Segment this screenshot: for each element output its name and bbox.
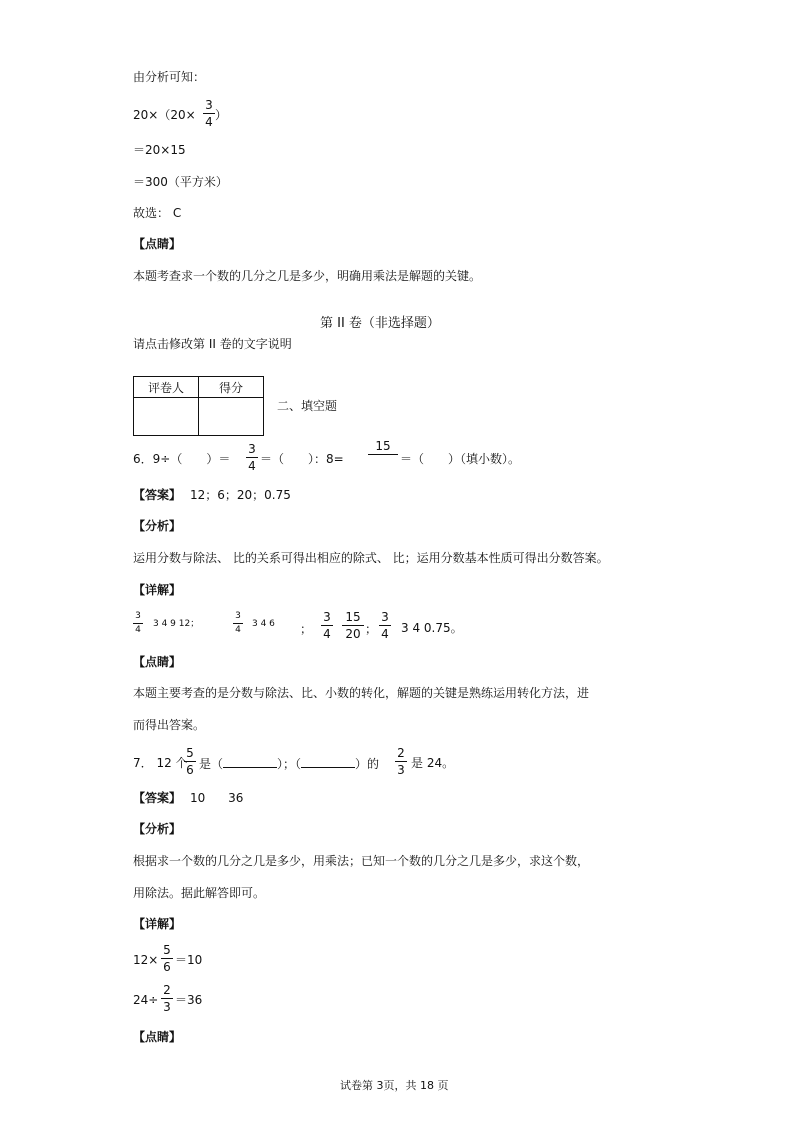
page-footer: 试卷第 3页，共 18 页 xyxy=(340,1079,449,1092)
choice-line: 故选： C xyxy=(133,206,182,220)
q7-blank-1[interactable] xyxy=(223,757,277,768)
q6-stem-a: 6．9÷（ ）＝ xyxy=(133,452,231,466)
q7-calc-1-b: ＝10 xyxy=(175,953,203,967)
q6-analysis-label: 【分析】 xyxy=(133,519,182,533)
q6-detail-2: 3 4 6 xyxy=(252,619,275,629)
q6-fraction: 3 4 xyxy=(246,443,258,472)
score-table xyxy=(133,376,264,436)
tip-text: 本题考查求一个数的几分之几是多少，明确用乘法是解题的关键。 xyxy=(133,269,482,283)
q6-detail-semicolon-2: ； xyxy=(365,622,378,636)
score-header-grader: 评卷人 xyxy=(134,377,199,398)
q7-calc-2-a: 24÷ xyxy=(133,993,159,1007)
q7-calc-2-fraction: 2 3 xyxy=(161,984,173,1013)
q7-text-c: ）；（ xyxy=(277,757,302,771)
q6-detail-frac-4: 15 20 xyxy=(342,611,364,640)
q7-calc-2-b: ＝36 xyxy=(175,993,203,1007)
calc-line-1: 20×（20× xyxy=(133,108,196,122)
q6-tip-line-1: 本题主要考查的是分数与除法、比、小数的转化，解题的关键是熟练运用转化方法，进 xyxy=(133,686,590,700)
q6-tip-label: 【点睛】 xyxy=(133,655,182,669)
q7-stem-e: 是 24。 xyxy=(411,756,455,770)
q7-text-d: ）的 xyxy=(355,757,380,771)
section-instruction: 请点击修改第 II 卷的文字说明 xyxy=(133,337,292,351)
q7-analysis-line-1: 根据求一个数的几分之几是多少，用乘法；已知一个数的几分之几是多少，求这个数， xyxy=(133,854,590,868)
q7-fraction: 5 6 xyxy=(184,747,196,776)
q7-tip-label: 【点睛】 xyxy=(133,1030,182,1044)
q7-answer-label: 【答案】 xyxy=(133,791,182,805)
q7-answer: 10 36 xyxy=(190,791,244,805)
q7-calc-1-a: 12× xyxy=(133,953,159,967)
q7-analysis-line-2: 用除法。据此解答即可。 xyxy=(133,886,266,900)
q6-stem-b: ＝（ ）：8= xyxy=(260,452,344,466)
q7-text-b: 是（ xyxy=(199,757,224,771)
q7-fraction-2: 2 3 xyxy=(395,747,407,776)
part-title: 二、填空题 xyxy=(277,399,338,413)
q6-stem-c: ＝（ ）（填小数）。 xyxy=(400,452,521,466)
q7-detail-label: 【详解】 xyxy=(133,917,182,931)
q6-detail-1: 3 4 9 12； xyxy=(153,619,200,629)
q7-analysis-label: 【分析】 xyxy=(133,822,182,836)
q6-detail-frac-5: 3 4 xyxy=(379,611,391,640)
q6-detail-5: 3 4 0.75。 xyxy=(401,621,463,635)
score-cell-score[interactable] xyxy=(199,398,264,436)
q6-detail-frac-1: 3 4 xyxy=(133,612,143,635)
score-cell-grader[interactable] xyxy=(134,398,199,436)
q6-detail-semicolon-1: ； xyxy=(300,622,313,636)
q6-answer-label: 【答案】 xyxy=(133,488,182,502)
q7-calc-1-fraction: 5 6 xyxy=(161,944,173,973)
q6-fraction-2: 15 xyxy=(368,440,398,469)
section-title: 第 II 卷（非选择题） xyxy=(320,316,440,331)
q7-stem-a: 7． 12 个 xyxy=(133,756,188,770)
calc-line-2: ＝20×15 xyxy=(133,143,186,157)
q6-detail-frac-3: 3 4 xyxy=(321,611,333,640)
q6-analysis: 运用分数与除法、 比的关系可得出相应的除式、 比；运用分数基本性质可得出分数答案。 xyxy=(133,551,609,565)
score-header-score: 得分 xyxy=(199,377,264,398)
solution-intro: 由分析可知： xyxy=(133,70,206,84)
tip-label: 【点睛】 xyxy=(133,237,182,251)
calc-line-3: ＝300（平方米） xyxy=(133,175,228,189)
q6-answer: 12；6；20；0.75 xyxy=(190,488,291,502)
q6-detail-frac-2: 3 4 xyxy=(233,612,243,635)
q6-detail-label: 【详解】 xyxy=(133,583,182,597)
q6-tip-line-2: 而得出答案。 xyxy=(133,718,206,732)
q7-blank-2[interactable] xyxy=(301,757,355,768)
calc-line-1-end: ） xyxy=(215,108,228,122)
fraction: 3 4 xyxy=(203,99,215,128)
q7-stem-b xyxy=(199,757,379,770)
